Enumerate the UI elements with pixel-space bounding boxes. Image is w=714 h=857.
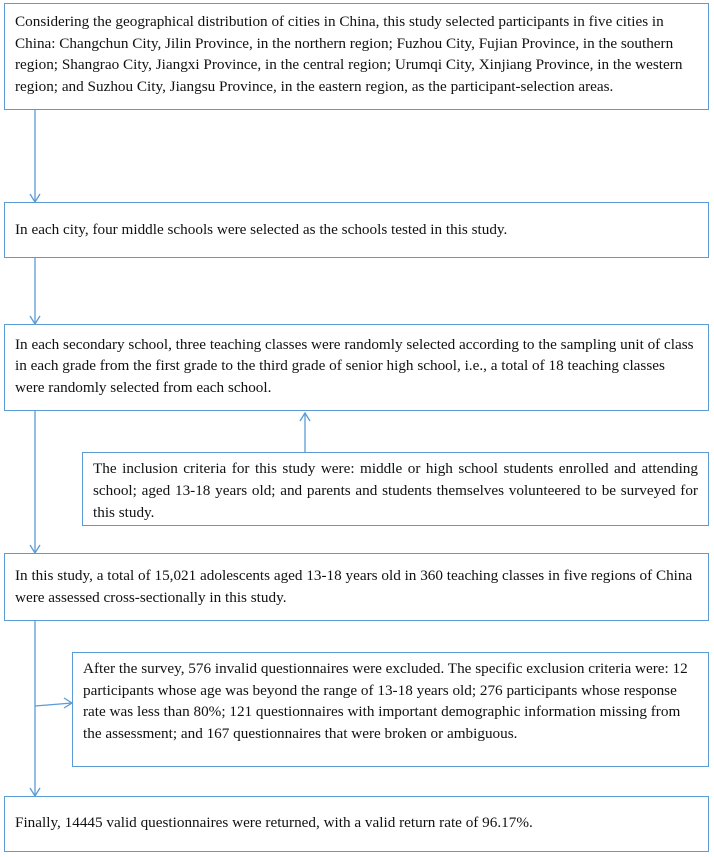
arrow-inclusion-to-step3 xyxy=(300,413,310,452)
flow-step-school-selection: In each city, four middle schools were selected as the schools tested in this study. xyxy=(4,202,709,258)
inclusion-criteria-note: The inclusion criteria for this study were: middle or high school students enrolled and attending school; aged 13-18 years old; and parents and students themselves volunteered to be surveyed for this study. xyxy=(82,452,709,526)
flow-step-assessed-sample: In this study, a total of 15,021 adolescents aged 13-18 years old in 360 teaching classes in five regions of China were assessed cross-sectionally in this study. xyxy=(4,553,709,621)
arrow-branch-to-exclusion xyxy=(35,698,72,708)
arrow-step4-to-step5 xyxy=(30,621,40,796)
flow-step-study-areas: Considering the geographical distribution of cities in China, this study selected participants in five cities in China: Changchun City, Jilin Province, in the northern region; Fuzhou City, Fujian Province, in the southern region; Shangrao City, Jiangxi Province, in the central region; Urumqi City, Xinjiang Province, in the western region; and Suzhou City, Jiangsu Province, in the eastern region, as the participant-selection areas. xyxy=(4,3,709,110)
arrow-step2-to-step3 xyxy=(30,258,40,324)
arrow-step3-to-step4 xyxy=(30,411,40,553)
flow-step-class-sampling: In each secondary school, three teaching classes were randomly selected according to the sampling unit of class in each grade from the first grade to the third grade of senior high school, i.e., a total of 18 teaching classes were randomly selected from each school. xyxy=(4,324,709,411)
flow-step-valid-questionnaires: Finally, 14445 valid questionnaires were returned, with a valid return rate of 96.17%. xyxy=(4,796,709,852)
arrow-step1-to-step2 xyxy=(30,110,40,202)
exclusion-criteria-note: After the survey, 576 invalid questionnaires were excluded. The specific exclusion criteria were: 12 participants whose age was beyond the range of 13-18 years old; 276 participants whose response rate was less than 80%; 121 questionnaires with important demographic information missing from the assessment; and 167 questionnaires that were broken or ambiguous. xyxy=(72,652,709,767)
